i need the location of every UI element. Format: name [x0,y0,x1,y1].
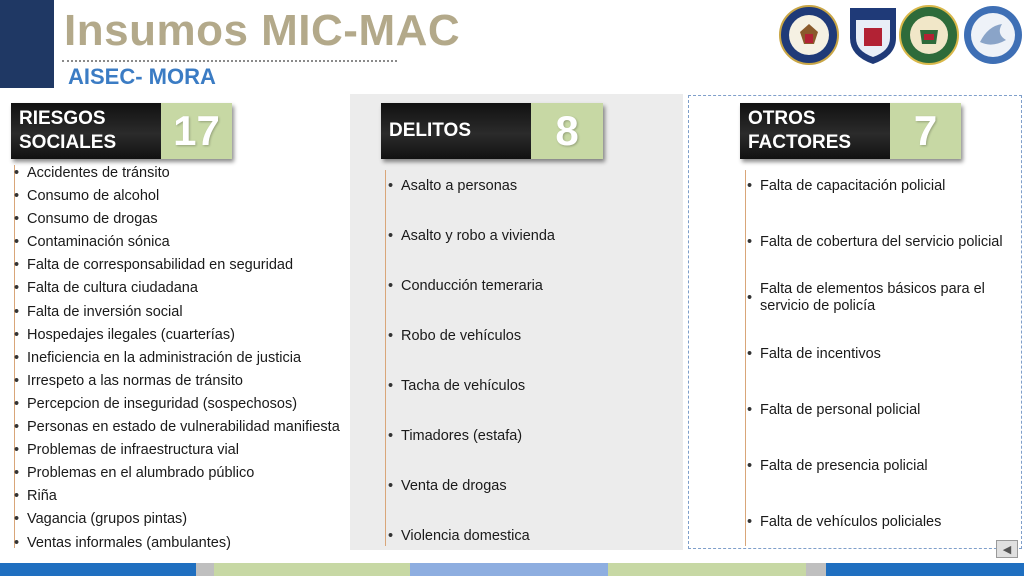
list-item: • Venta de drogas [388,461,555,511]
otros-factores-header [740,103,961,159]
us-embassy-seal-icon [778,4,840,66]
list-item: • Asalto a personas [388,161,555,211]
list-item: • Falta de cultura ciudadana [14,277,340,300]
list-item: • Falta de elementos básicos para el servicio de policía [747,270,1017,326]
otros-factores-list [747,158,1017,550]
list-item: • Personas en estado de vulnerabilidad manifiesta [14,416,340,439]
list-item: • Ineficiencia en la administración de justicia [14,347,340,370]
list-item: • Consumo de alcohol [14,185,340,208]
policia-shield-icon [898,4,960,66]
list-item: • Falta de cobertura del servicio policial [747,214,1017,270]
list-item: • Falta de capacitación policial [747,158,1017,214]
delitos-accent-line [385,170,386,546]
otros-accent-line [745,170,746,546]
corner-accent-bar [0,0,54,88]
list-item: • Ventas informales (ambulantes) [14,532,340,555]
delitos-list [388,161,555,561]
list-item: • Contaminación sónica [14,231,340,254]
list-item: • Consumo de drogas [14,208,340,231]
list-item: • Irrespeto a las normas de tránsito [14,370,340,393]
list-item: • Problemas en el alumbrado público [14,462,340,485]
riesgos-sociales-list [14,162,340,555]
list-item: • Timadores (estafa) [388,411,555,461]
aisec-logo-icon [962,4,1024,66]
page-subtitle: AISEC- MORA [68,64,216,89]
riesgos-sociales-count: 17 [161,103,232,159]
list-item: • Robo de vehículos [388,311,555,361]
list-item: • Falta de vehículos policiales [747,494,1017,550]
list-item: • Accidentes de tránsito [14,162,340,185]
list-item: • Vagancia (grupos pintas) [14,508,340,531]
otros-factores-label: OTROS FACTORES [740,103,890,159]
list-item: • Hospedajes ilegales (cuarterías) [14,324,340,347]
riesgos-sociales-header [11,103,232,159]
list-item: • Falta de presencia policial [747,438,1017,494]
footer-color-band [0,563,1024,576]
otros-factores-count: 7 [890,103,961,159]
list-item: • Falta de incentivos [747,326,1017,382]
delitos-label: DELITOS [381,103,531,159]
list-item: • Violencia domestica [388,511,555,561]
list-item: • Problemas de infraestructura vial [14,439,340,462]
delitos-count: 8 [531,103,603,159]
list-item: • Tacha de vehículos [388,361,555,411]
list-item: • Asalto y robo a vivienda [388,211,555,261]
riesgos-sociales-label: RIESGOS SOCIALES [11,103,161,159]
list-item: • Falta de inversión social [14,301,340,324]
list-item: • Percepcion de inseguridad (sospechosos) [14,393,340,416]
list-item: • Falta de corresponsabilidad en seguridad [14,254,340,277]
back-button[interactable]: ◀ [996,540,1018,558]
delitos-header [381,103,603,159]
fuerza-publica-badge-icon [842,4,904,66]
title-divider [62,60,397,62]
list-item: • Conducción temeraria [388,261,555,311]
page-title: Insumos MIC-MAC [64,6,461,55]
list-item: • Falta de personal policial [747,382,1017,438]
list-item: • Riña [14,485,340,508]
